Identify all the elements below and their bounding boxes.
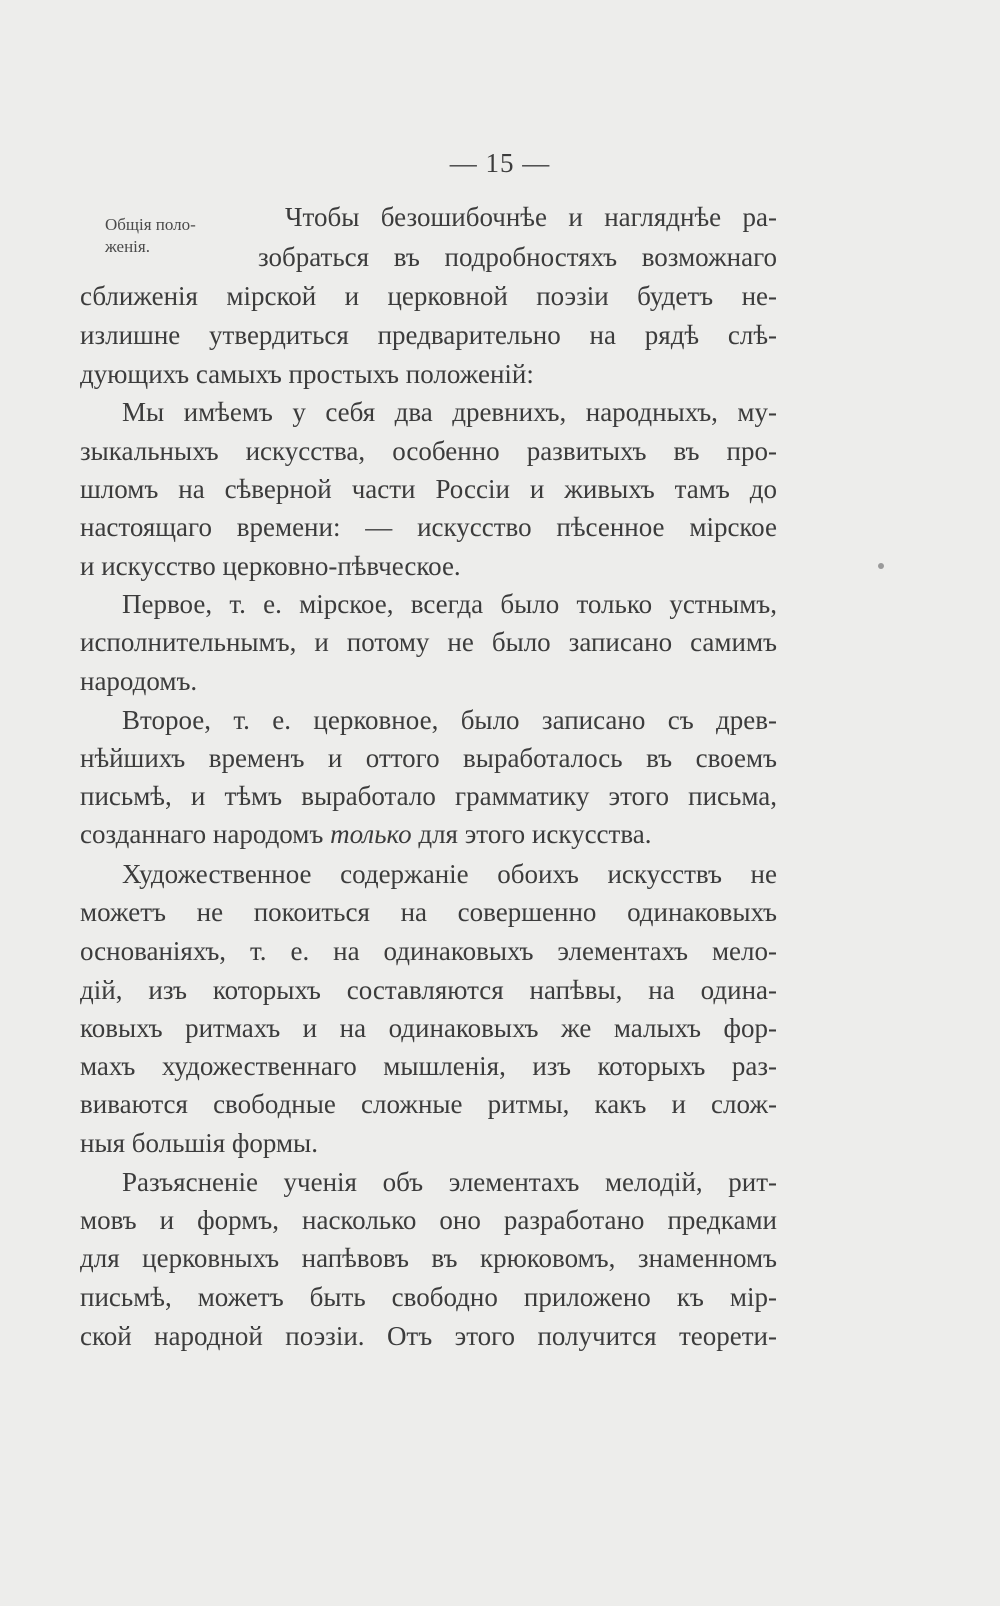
text-line: исполнительнымъ, и потому не было записано самимъ bbox=[80, 627, 777, 657]
text-line: нѣйшихъ временъ и оттого выработалось въ своемъ bbox=[80, 743, 777, 773]
text-line: сближенія мірской и церковной поэзіи будетъ не- bbox=[80, 281, 777, 311]
text-line: ныя большія формы. bbox=[80, 1128, 318, 1158]
text-line: можетъ не покоиться на совершенно одинаковыхъ bbox=[80, 897, 777, 927]
text-line: письмѣ, и тѣмъ выработало грамматику этого письма, bbox=[80, 781, 777, 811]
text-line: зыкальныхъ искусства, особенно развитыхъ въ про- bbox=[80, 436, 777, 466]
text-run: для этого искусства. bbox=[411, 819, 652, 849]
text-line: дій, изъ которыхъ составляются напѣвы, на одина- bbox=[80, 975, 777, 1005]
text-line: излишне утвердиться предварительно на рядѣ слѣ- bbox=[80, 320, 777, 350]
text-line: Чтобы безошибочнѣе и нагляднѣе ра- bbox=[285, 202, 777, 232]
italic-word: только bbox=[330, 819, 412, 849]
text-line: и искусство церковно-пѣвческое. bbox=[80, 551, 461, 581]
text-line: Первое, т. е. мірское, всегда было только устнымъ, bbox=[122, 589, 777, 619]
text-line: махъ художественнаго мышленія, изъ которыхъ раз- bbox=[80, 1051, 777, 1081]
text-line: виваются свободные сложные ритмы, какъ и слож- bbox=[80, 1089, 777, 1119]
text-line: ковыхъ ритмахъ и на одинаковыхъ же малыхъ фор- bbox=[80, 1013, 777, 1043]
text-line: мовъ и формъ, насколько оно разработано предками bbox=[80, 1205, 777, 1235]
marginal-note-line: женія. bbox=[105, 237, 150, 256]
text-run: созданнаго народомъ bbox=[80, 819, 331, 849]
text-line: Художественное содержаніе обоихъ искусствъ не bbox=[122, 859, 777, 889]
text-line: основаніяхъ, т. е. на одинаковыхъ элементахъ мело- bbox=[80, 936, 777, 966]
text-line: настоящаго времени: — искусство пѣсенное мірское bbox=[80, 512, 777, 542]
text-line: шломъ на сѣверной части Россіи и живыхъ тамъ до bbox=[80, 474, 777, 504]
text-line bbox=[80, 814, 777, 854]
marginal-note bbox=[105, 214, 235, 258]
text-line: Разъясненіе ученія объ элементахъ мелодій, рит- bbox=[122, 1167, 777, 1197]
ink-speck bbox=[878, 563, 884, 569]
text-line: народомъ. bbox=[80, 666, 198, 696]
text-line: для церковныхъ напѣвовъ въ крюковомъ, знаменномъ bbox=[80, 1243, 777, 1273]
text-line: дующихъ самыхъ простыхъ положеній: bbox=[80, 359, 534, 389]
text-line: Второе, т. е. церковное, было записано съ древ- bbox=[122, 705, 777, 735]
text-line: Мы имѣемъ у себя два древнихъ, народныхъ, му- bbox=[122, 397, 777, 427]
text-line: ской народной поэзіи. Отъ этого получится теорети- bbox=[80, 1321, 777, 1351]
text-line: письмѣ, можетъ быть свободно приложено къ мір- bbox=[80, 1282, 777, 1312]
marginal-note-line: Общія поло- bbox=[105, 215, 196, 234]
text-line: зобраться въ подробностяхъ возможнаго bbox=[258, 242, 777, 272]
page-number: — 15 — bbox=[449, 148, 551, 178]
